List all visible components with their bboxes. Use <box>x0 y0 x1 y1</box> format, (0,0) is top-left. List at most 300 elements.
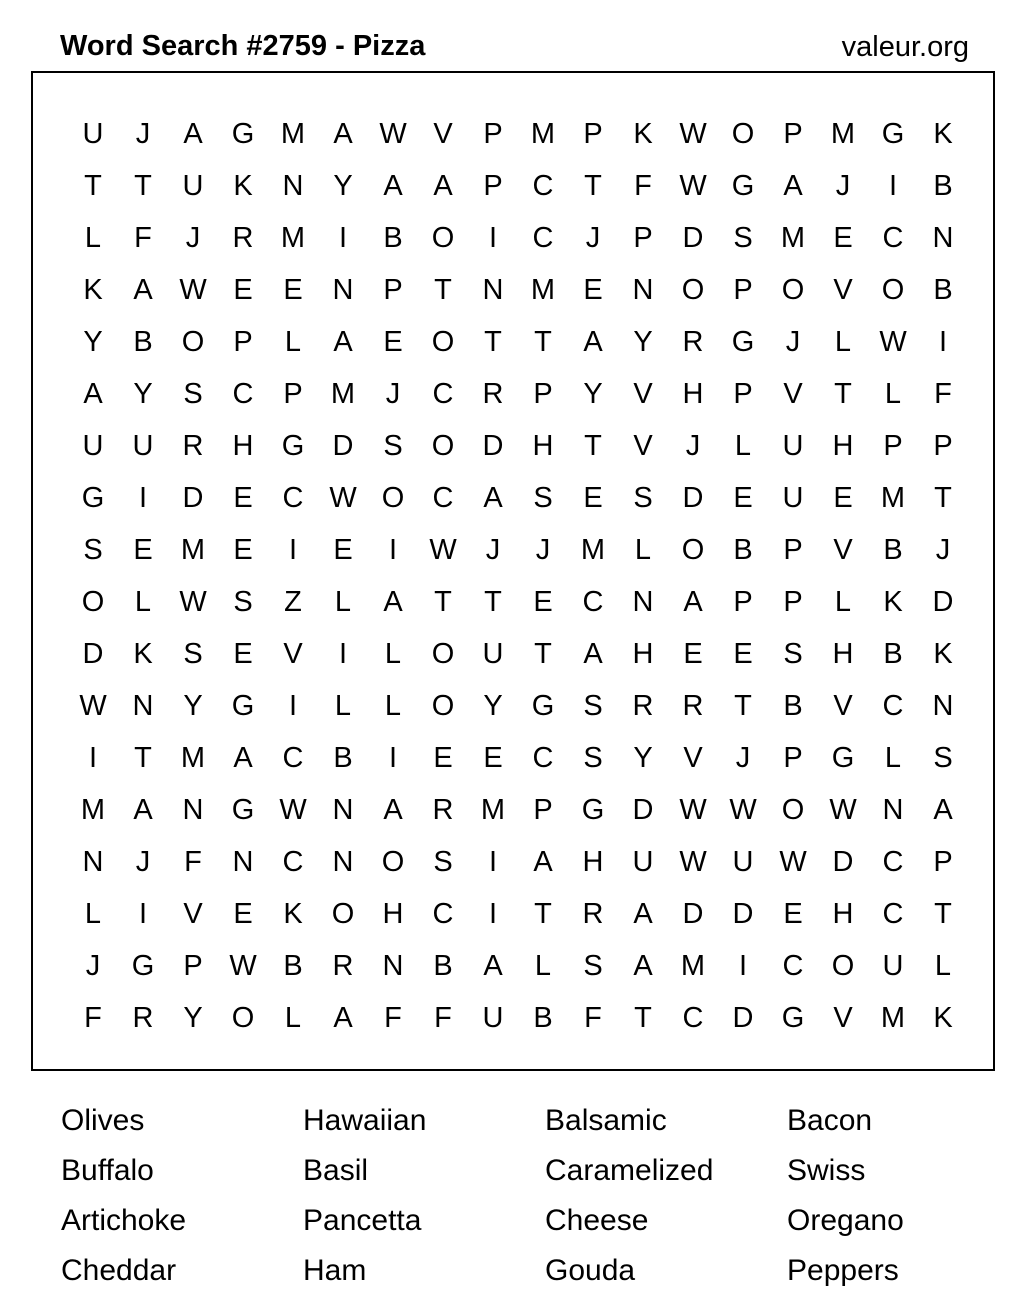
grid-cell[interactable]: R <box>482 377 504 410</box>
grid-cell[interactable]: T <box>534 897 552 930</box>
grid-cell[interactable]: M <box>530 273 556 306</box>
grid-cell[interactable]: E <box>533 585 553 618</box>
grid-cell[interactable]: R <box>132 1001 154 1034</box>
grid-cell[interactable]: P <box>783 117 803 150</box>
grid-cell[interactable]: A <box>333 117 353 150</box>
grid-cell[interactable]: O <box>731 117 755 150</box>
grid-cell[interactable]: F <box>584 1001 602 1034</box>
grid-cell[interactable]: I <box>738 949 748 982</box>
grid-cell[interactable]: B <box>133 325 153 358</box>
grid-cell[interactable]: D <box>632 793 654 826</box>
grid-cell[interactable]: U <box>782 429 804 462</box>
grid-cell[interactable]: A <box>233 741 253 774</box>
grid-cell[interactable]: C <box>782 949 804 982</box>
grid-cell[interactable]: I <box>938 325 948 358</box>
grid-cell[interactable]: E <box>833 221 853 254</box>
grid-cell[interactable]: L <box>384 637 402 670</box>
grid-cell[interactable]: A <box>683 585 703 618</box>
grid-cell[interactable]: T <box>434 273 452 306</box>
grid-cell[interactable]: V <box>683 741 703 774</box>
grid-cell[interactable]: L <box>884 741 902 774</box>
grid-cell[interactable]: P <box>633 221 653 254</box>
grid-cell[interactable]: N <box>182 793 204 826</box>
grid-cell[interactable]: D <box>932 585 954 618</box>
grid-cell[interactable]: E <box>283 273 303 306</box>
grid-cell[interactable]: L <box>834 325 852 358</box>
grid-cell[interactable]: C <box>882 845 904 878</box>
grid-cell[interactable]: A <box>183 117 203 150</box>
grid-cell[interactable]: O <box>81 585 105 618</box>
grid-cell[interactable]: R <box>682 689 704 722</box>
grid-cell[interactable]: V <box>433 117 453 150</box>
grid-cell[interactable]: Y <box>133 377 153 410</box>
grid-cell[interactable]: L <box>384 689 402 722</box>
grid-cell[interactable]: O <box>431 325 455 358</box>
grid-cell[interactable]: M <box>580 533 606 566</box>
grid-cell[interactable]: G <box>831 741 855 774</box>
grid-cell[interactable]: H <box>832 897 854 930</box>
grid-cell[interactable]: S <box>383 429 403 462</box>
grid-cell[interactable]: H <box>232 429 254 462</box>
grid-cell[interactable]: V <box>833 689 853 722</box>
grid-cell[interactable]: A <box>483 481 503 514</box>
grid-cell[interactable]: T <box>534 325 552 358</box>
grid-cell[interactable]: G <box>281 429 305 462</box>
grid-cell[interactable]: W <box>79 689 107 722</box>
grid-cell[interactable]: V <box>833 533 853 566</box>
grid-cell[interactable]: F <box>134 221 152 254</box>
grid-cell[interactable]: O <box>781 793 805 826</box>
grid-cell[interactable]: T <box>434 585 452 618</box>
grid-cell[interactable]: E <box>733 637 753 670</box>
grid-cell[interactable]: O <box>331 897 355 930</box>
grid-cell[interactable]: C <box>282 741 304 774</box>
grid-cell[interactable]: W <box>679 117 707 150</box>
grid-cell[interactable]: E <box>383 325 403 358</box>
grid-cell[interactable]: D <box>732 1001 754 1034</box>
grid-cell[interactable]: J <box>185 221 201 254</box>
grid-cell[interactable]: S <box>433 845 453 878</box>
grid-cell[interactable]: I <box>338 221 348 254</box>
grid-cell[interactable]: G <box>731 169 755 202</box>
grid-cell[interactable]: U <box>132 429 154 462</box>
grid-cell[interactable]: V <box>633 377 653 410</box>
grid-cell[interactable]: N <box>632 273 654 306</box>
grid-cell[interactable]: A <box>583 637 603 670</box>
grid-cell[interactable]: A <box>433 169 453 202</box>
grid-cell[interactable]: L <box>284 325 302 358</box>
grid-cell[interactable]: N <box>932 689 954 722</box>
grid-cell[interactable]: M <box>830 117 856 150</box>
grid-cell[interactable]: F <box>384 1001 402 1034</box>
grid-cell[interactable]: P <box>783 741 803 774</box>
grid-cell[interactable]: M <box>880 1001 906 1034</box>
grid-cell[interactable]: T <box>934 481 952 514</box>
grid-cell[interactable]: R <box>682 325 704 358</box>
grid-cell[interactable]: N <box>332 793 354 826</box>
grid-cell[interactable]: D <box>332 429 354 462</box>
grid-cell[interactable]: E <box>733 481 753 514</box>
grid-cell[interactable]: B <box>883 637 903 670</box>
grid-cell[interactable]: H <box>382 897 404 930</box>
grid-cell[interactable]: S <box>583 949 603 982</box>
grid-cell[interactable]: W <box>729 793 757 826</box>
grid-cell[interactable]: J <box>735 741 751 774</box>
grid-cell[interactable]: H <box>532 429 554 462</box>
grid-cell[interactable]: V <box>833 273 853 306</box>
grid-cell[interactable]: C <box>882 897 904 930</box>
grid-cell[interactable]: W <box>679 793 707 826</box>
grid-cell[interactable]: B <box>283 949 303 982</box>
grid-cell[interactable]: M <box>280 117 306 150</box>
grid-cell[interactable]: U <box>182 169 204 202</box>
grid-cell[interactable]: B <box>933 169 953 202</box>
grid-cell[interactable]: J <box>785 325 801 358</box>
grid-cell[interactable]: Y <box>83 325 103 358</box>
grid-cell[interactable]: N <box>332 845 354 878</box>
grid-cell[interactable]: T <box>584 429 602 462</box>
grid-cell[interactable]: P <box>383 273 403 306</box>
grid-cell[interactable]: E <box>583 273 603 306</box>
grid-cell[interactable]: S <box>783 637 803 670</box>
grid-cell[interactable]: G <box>231 689 255 722</box>
grid-cell[interactable]: W <box>379 117 407 150</box>
grid-cell[interactable]: L <box>834 585 852 618</box>
grid-cell[interactable]: T <box>834 377 852 410</box>
grid-cell[interactable]: A <box>933 793 953 826</box>
grid-cell[interactable]: A <box>383 793 403 826</box>
grid-cell[interactable]: A <box>583 325 603 358</box>
grid-cell[interactable]: I <box>138 481 148 514</box>
grid-cell[interactable]: I <box>388 741 398 774</box>
grid-cell[interactable]: P <box>533 377 553 410</box>
grid-cell[interactable]: K <box>933 117 953 150</box>
grid-cell[interactable]: J <box>835 169 851 202</box>
grid-cell[interactable]: D <box>732 897 754 930</box>
grid-cell[interactable]: T <box>134 741 152 774</box>
grid-cell[interactable]: E <box>433 741 453 774</box>
grid-cell[interactable]: W <box>179 585 207 618</box>
grid-cell[interactable]: G <box>781 1001 805 1034</box>
grid-cell[interactable]: D <box>82 637 104 670</box>
grid-cell[interactable]: Y <box>333 169 353 202</box>
grid-cell[interactable]: L <box>934 949 952 982</box>
grid-cell[interactable]: S <box>183 637 203 670</box>
grid-cell[interactable]: A <box>333 1001 353 1034</box>
grid-cell[interactable]: C <box>882 221 904 254</box>
grid-cell[interactable]: V <box>783 377 803 410</box>
grid-cell[interactable]: M <box>80 793 106 826</box>
grid-cell[interactable]: E <box>333 533 353 566</box>
grid-cell[interactable]: O <box>381 481 405 514</box>
grid-cell[interactable]: T <box>134 169 152 202</box>
grid-cell[interactable]: K <box>133 637 153 670</box>
grid-cell[interactable]: G <box>131 949 155 982</box>
grid-cell[interactable]: P <box>733 273 753 306</box>
grid-cell[interactable]: F <box>634 169 652 202</box>
grid-cell[interactable]: O <box>431 637 455 670</box>
grid-cell[interactable]: V <box>183 897 203 930</box>
grid-cell[interactable]: W <box>779 845 807 878</box>
grid-cell[interactable]: N <box>882 793 904 826</box>
grid-cell[interactable]: F <box>184 845 202 878</box>
grid-cell[interactable]: S <box>183 377 203 410</box>
grid-cell[interactable]: K <box>83 273 103 306</box>
grid-cell[interactable]: M <box>480 793 506 826</box>
grid-cell[interactable]: R <box>232 221 254 254</box>
grid-cell[interactable]: T <box>634 1001 652 1034</box>
grid-cell[interactable]: G <box>881 117 905 150</box>
grid-cell[interactable]: C <box>232 377 254 410</box>
grid-cell[interactable]: U <box>782 481 804 514</box>
grid-cell[interactable]: A <box>533 845 553 878</box>
grid-cell[interactable]: P <box>233 325 253 358</box>
grid-cell[interactable]: E <box>133 533 153 566</box>
grid-cell[interactable]: E <box>233 897 253 930</box>
grid-cell[interactable]: J <box>535 533 551 566</box>
grid-cell[interactable]: K <box>633 117 653 150</box>
grid-cell[interactable]: S <box>533 481 553 514</box>
grid-cell[interactable]: U <box>82 117 104 150</box>
grid-cell[interactable]: J <box>135 117 151 150</box>
grid-cell[interactable]: L <box>84 221 102 254</box>
grid-cell[interactable]: I <box>488 845 498 878</box>
grid-cell[interactable]: L <box>84 897 102 930</box>
grid-cell[interactable]: L <box>334 585 352 618</box>
grid-cell[interactable]: O <box>381 845 405 878</box>
grid-cell[interactable]: G <box>531 689 555 722</box>
grid-cell[interactable]: V <box>833 1001 853 1034</box>
grid-cell[interactable]: P <box>483 169 503 202</box>
grid-cell[interactable]: L <box>734 429 752 462</box>
grid-cell[interactable]: W <box>179 273 207 306</box>
grid-cell[interactable]: P <box>933 845 953 878</box>
grid-cell[interactable]: R <box>632 689 654 722</box>
grid-cell[interactable]: P <box>483 117 503 150</box>
grid-cell[interactable]: T <box>534 637 552 670</box>
grid-cell[interactable]: W <box>229 949 257 982</box>
grid-cell[interactable]: E <box>233 637 253 670</box>
grid-cell[interactable]: M <box>180 533 206 566</box>
grid-cell[interactable]: U <box>882 949 904 982</box>
grid-cell[interactable]: T <box>934 897 952 930</box>
grid-cell[interactable]: T <box>584 169 602 202</box>
grid-cell[interactable]: E <box>783 897 803 930</box>
grid-cell[interactable]: F <box>934 377 952 410</box>
grid-cell[interactable]: S <box>933 741 953 774</box>
grid-cell[interactable]: H <box>632 637 654 670</box>
grid-cell[interactable]: F <box>84 1001 102 1034</box>
grid-cell[interactable]: O <box>181 325 205 358</box>
grid-cell[interactable]: J <box>85 949 101 982</box>
grid-cell[interactable]: R <box>182 429 204 462</box>
grid-cell[interactable]: H <box>832 429 854 462</box>
grid-cell[interactable]: I <box>888 169 898 202</box>
grid-cell[interactable]: U <box>632 845 654 878</box>
grid-cell[interactable]: B <box>533 1001 553 1034</box>
grid-cell[interactable]: B <box>933 273 953 306</box>
grid-cell[interactable]: B <box>433 949 453 982</box>
grid-cell[interactable]: B <box>333 741 353 774</box>
grid-cell[interactable]: A <box>133 273 153 306</box>
grid-cell[interactable]: L <box>534 949 552 982</box>
grid-cell[interactable]: M <box>530 117 556 150</box>
grid-cell[interactable]: O <box>231 1001 255 1034</box>
grid-cell[interactable]: P <box>733 377 753 410</box>
grid-cell[interactable]: A <box>383 585 403 618</box>
grid-cell[interactable]: C <box>532 741 554 774</box>
grid-cell[interactable]: D <box>682 481 704 514</box>
grid-cell[interactable]: M <box>880 481 906 514</box>
grid-cell[interactable]: O <box>881 273 905 306</box>
grid-cell[interactable]: M <box>330 377 356 410</box>
grid-cell[interactable]: D <box>182 481 204 514</box>
grid-cell[interactable]: I <box>138 897 148 930</box>
grid-cell[interactable]: K <box>283 897 303 930</box>
grid-cell[interactable]: E <box>683 637 703 670</box>
grid-cell[interactable]: U <box>82 429 104 462</box>
grid-cell[interactable]: U <box>482 1001 504 1034</box>
grid-cell[interactable]: L <box>284 1001 302 1034</box>
grid-cell[interactable]: O <box>431 689 455 722</box>
grid-cell[interactable]: P <box>583 117 603 150</box>
grid-cell[interactable]: N <box>282 169 304 202</box>
grid-cell[interactable]: J <box>485 533 501 566</box>
grid-cell[interactable]: D <box>682 221 704 254</box>
grid-cell[interactable]: K <box>933 1001 953 1034</box>
grid-cell[interactable]: Y <box>633 741 653 774</box>
grid-cell[interactable]: V <box>633 429 653 462</box>
grid-cell[interactable]: D <box>682 897 704 930</box>
grid-cell[interactable]: G <box>231 793 255 826</box>
grid-cell[interactable]: L <box>334 689 352 722</box>
grid-cell[interactable]: A <box>333 325 353 358</box>
grid-cell[interactable]: N <box>482 273 504 306</box>
grid-cell[interactable]: T <box>84 169 102 202</box>
grid-cell[interactable]: Y <box>183 1001 203 1034</box>
grid-cell[interactable]: E <box>483 741 503 774</box>
grid-cell[interactable]: M <box>780 221 806 254</box>
grid-cell[interactable]: H <box>682 377 704 410</box>
grid-cell[interactable]: B <box>883 533 903 566</box>
grid-cell[interactable]: Y <box>183 689 203 722</box>
grid-cell[interactable]: S <box>583 689 603 722</box>
grid-cell[interactable]: R <box>332 949 354 982</box>
grid-cell[interactable]: P <box>283 377 303 410</box>
grid-cell[interactable]: O <box>831 949 855 982</box>
grid-cell[interactable]: I <box>88 741 98 774</box>
grid-cell[interactable]: O <box>781 273 805 306</box>
grid-cell[interactable]: C <box>532 221 554 254</box>
grid-cell[interactable]: N <box>632 585 654 618</box>
grid-cell[interactable]: A <box>133 793 153 826</box>
grid-cell[interactable]: E <box>833 481 853 514</box>
grid-cell[interactable]: N <box>232 845 254 878</box>
grid-cell[interactable]: C <box>582 585 604 618</box>
grid-cell[interactable]: L <box>634 533 652 566</box>
grid-cell[interactable]: B <box>383 221 403 254</box>
grid-cell[interactable]: A <box>633 897 653 930</box>
grid-cell[interactable]: C <box>432 377 454 410</box>
grid-cell[interactable]: W <box>279 793 307 826</box>
grid-cell[interactable]: F <box>434 1001 452 1034</box>
grid-cell[interactable]: C <box>432 481 454 514</box>
grid-cell[interactable]: P <box>783 533 803 566</box>
grid-cell[interactable]: N <box>332 273 354 306</box>
grid-cell[interactable]: C <box>882 689 904 722</box>
grid-cell[interactable]: S <box>233 585 253 618</box>
grid-cell[interactable]: C <box>282 481 304 514</box>
grid-cell[interactable]: Y <box>633 325 653 358</box>
grid-cell[interactable]: C <box>682 1001 704 1034</box>
grid-cell[interactable]: B <box>783 689 803 722</box>
grid-cell[interactable]: M <box>180 741 206 774</box>
grid-cell[interactable]: P <box>533 793 553 826</box>
grid-cell[interactable]: V <box>283 637 303 670</box>
grid-cell[interactable]: A <box>483 949 503 982</box>
grid-cell[interactable]: L <box>884 377 902 410</box>
grid-cell[interactable]: M <box>680 949 706 982</box>
grid-cell[interactable]: J <box>135 845 151 878</box>
grid-cell[interactable]: O <box>431 221 455 254</box>
grid-cell[interactable]: P <box>183 949 203 982</box>
grid-cell[interactable]: G <box>81 481 105 514</box>
grid-cell[interactable]: K <box>233 169 253 202</box>
grid-cell[interactable]: A <box>383 169 403 202</box>
grid-cell[interactable]: I <box>488 221 498 254</box>
grid-cell[interactable]: E <box>583 481 603 514</box>
grid-cell[interactable]: W <box>829 793 857 826</box>
grid-cell[interactable]: S <box>583 741 603 774</box>
grid-cell[interactable]: W <box>879 325 907 358</box>
grid-cell[interactable]: E <box>233 533 253 566</box>
grid-cell[interactable]: N <box>382 949 404 982</box>
grid-cell[interactable]: S <box>733 221 753 254</box>
grid-cell[interactable]: I <box>338 637 348 670</box>
grid-cell[interactable]: E <box>233 481 253 514</box>
grid-cell[interactable]: Y <box>583 377 603 410</box>
grid-cell[interactable]: Z <box>284 585 302 618</box>
grid-cell[interactable]: M <box>280 221 306 254</box>
grid-cell[interactable]: W <box>679 845 707 878</box>
grid-cell[interactable]: P <box>933 429 953 462</box>
grid-cell[interactable]: G <box>581 793 605 826</box>
grid-cell[interactable]: G <box>231 117 255 150</box>
grid-cell[interactable]: Y <box>483 689 503 722</box>
grid-cell[interactable]: W <box>679 169 707 202</box>
grid-cell[interactable]: P <box>733 585 753 618</box>
grid-cell[interactable]: D <box>832 845 854 878</box>
grid-cell[interactable]: C <box>532 169 554 202</box>
grid-cell[interactable]: C <box>282 845 304 878</box>
grid-cell[interactable]: T <box>734 689 752 722</box>
grid-cell[interactable]: W <box>429 533 457 566</box>
grid-cell[interactable]: I <box>388 533 398 566</box>
grid-cell[interactable]: N <box>132 689 154 722</box>
grid-cell[interactable]: O <box>431 429 455 462</box>
grid-cell[interactable]: B <box>733 533 753 566</box>
grid-cell[interactable]: R <box>582 897 604 930</box>
grid-cell[interactable]: O <box>681 273 705 306</box>
grid-cell[interactable]: U <box>482 637 504 670</box>
grid-cell[interactable]: W <box>329 481 357 514</box>
grid-cell[interactable]: I <box>288 689 298 722</box>
grid-cell[interactable]: O <box>681 533 705 566</box>
grid-cell[interactable]: A <box>83 377 103 410</box>
grid-cell[interactable]: H <box>832 637 854 670</box>
grid-cell[interactable]: L <box>134 585 152 618</box>
grid-cell[interactable]: P <box>883 429 903 462</box>
